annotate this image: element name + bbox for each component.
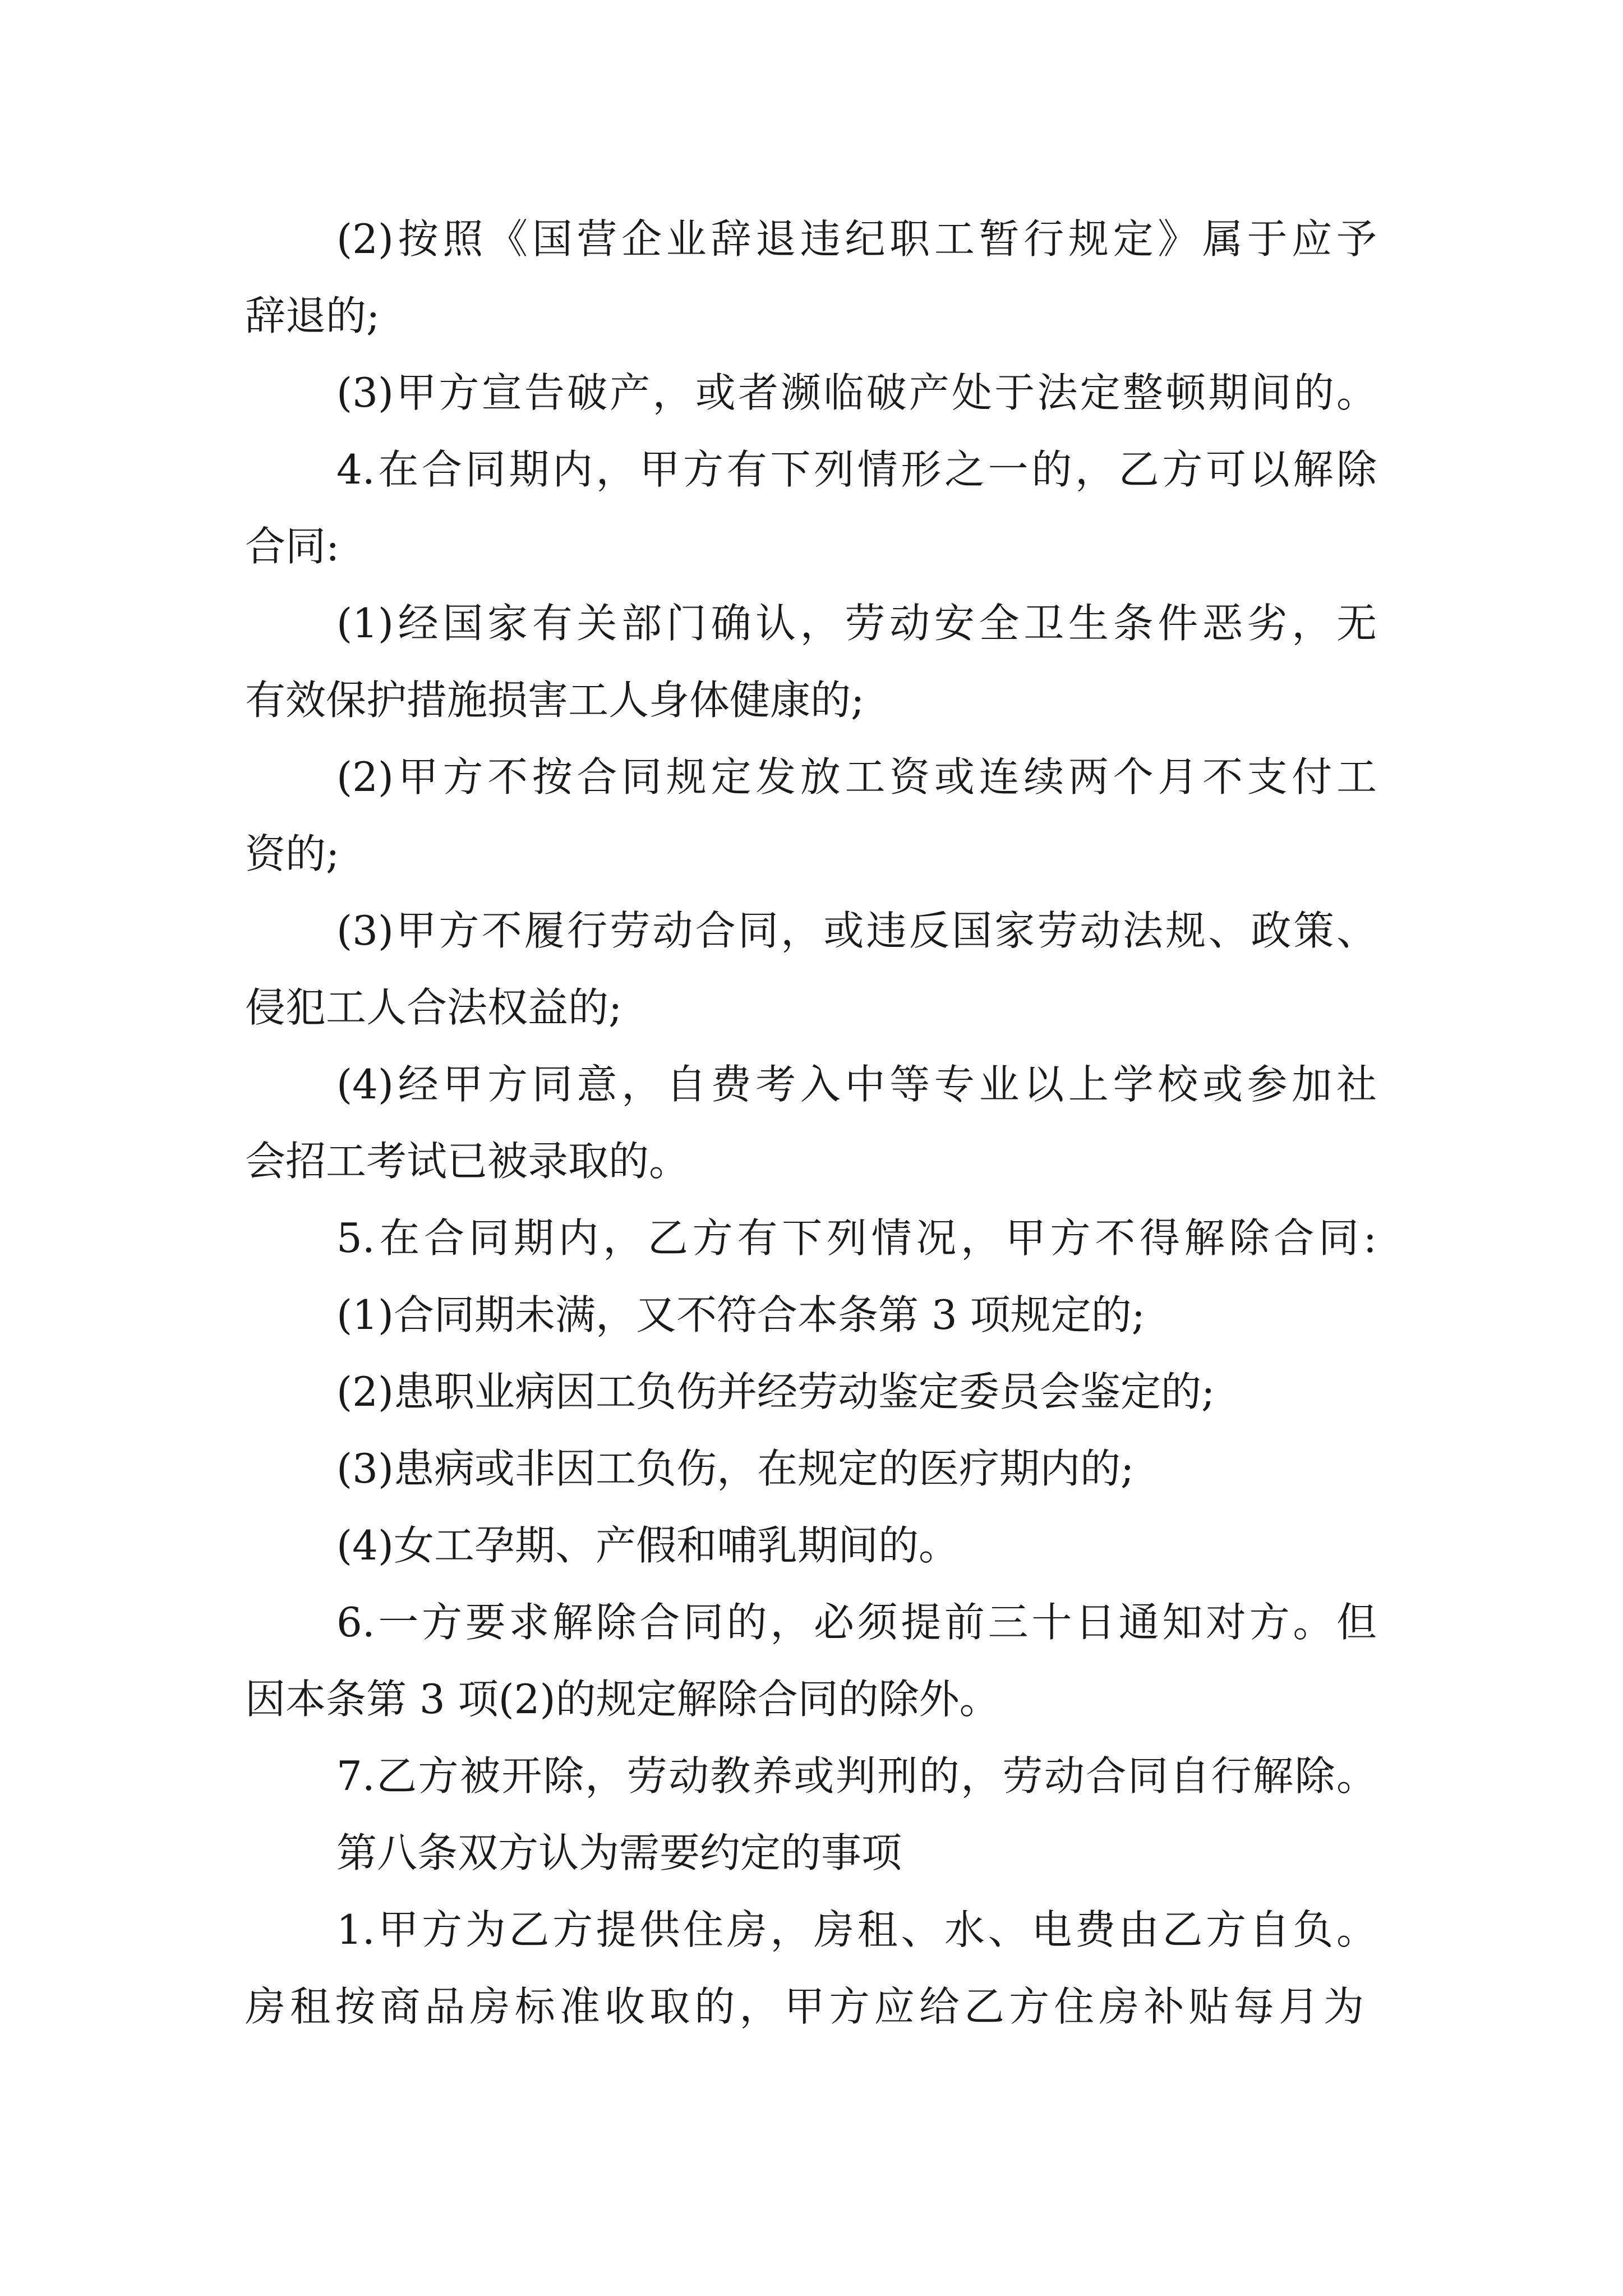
text-line: 房租按商品房标准收取的，甲方应给乙方住房补贴每月为 <box>245 1983 1364 2030</box>
text-line: 7.乙方被开除，劳动教养或判刑的，劳动合同自行解除。 <box>336 1752 1377 1800</box>
text-line: 合同: <box>245 523 340 570</box>
section-heading: 第八条双方认为需要约定的事项 <box>336 1829 902 1876</box>
text-line: 有效保护措施损害工人身体健康的; <box>245 677 865 724</box>
text-line: 资的; <box>245 830 340 877</box>
text-line: (1)合同期未满，又不符合本条第 3 项规定的; <box>336 1291 1145 1338</box>
text-line: (1)经国家有关部门确认，劳动安全卫生条件恶劣，无 <box>336 600 1377 647</box>
text-line: (3)甲方不履行劳动合同，或违反国家劳动法规、政策、 <box>336 907 1377 954</box>
text-line: 侵犯工人合法权益的; <box>245 984 623 1031</box>
text-line: 会招工考试已被录取的。 <box>245 1138 690 1185</box>
text-line: 5.在合同期内，乙方有下列情况，甲方不得解除合同: <box>336 1214 1377 1262</box>
text-line: (2)甲方不按合同规定发放工资或连续两个月不支付工 <box>336 753 1377 800</box>
text-line: 1.甲方为乙方提供住房，房租、水、电费由乙方自负。 <box>336 1906 1377 1953</box>
text-line: 4.在合同期内，甲方有下列情形之一的，乙方可以解除 <box>336 446 1377 493</box>
text-line: 因本条第 3 项(2)的规定解除合同的除外。 <box>245 1676 1000 1723</box>
text-line: (4)经甲方同意，自费考入中等专业以上学校或参加社 <box>336 1061 1377 1108</box>
text-line: 辞退的; <box>245 292 380 339</box>
text-line: (3)患病或非因工负伤，在规定的医疗期内的; <box>336 1445 1135 1492</box>
text-line: (2)患职业病因工负伤并经劳动鉴定委员会鉴定的; <box>336 1368 1215 1415</box>
text-line: (4)女工孕期、产假和哺乳期间的。 <box>336 1522 959 1569</box>
text-line: 6.一方要求解除合同的，必须提前三十日通知对方。但 <box>336 1599 1377 1646</box>
text-line: (2)按照《国营企业辞退违纪职工暂行规定》属于应予 <box>336 215 1377 263</box>
text-line: (3)甲方宣告破产，或者濒临破产处于法定整顿期间的。 <box>336 369 1377 416</box>
